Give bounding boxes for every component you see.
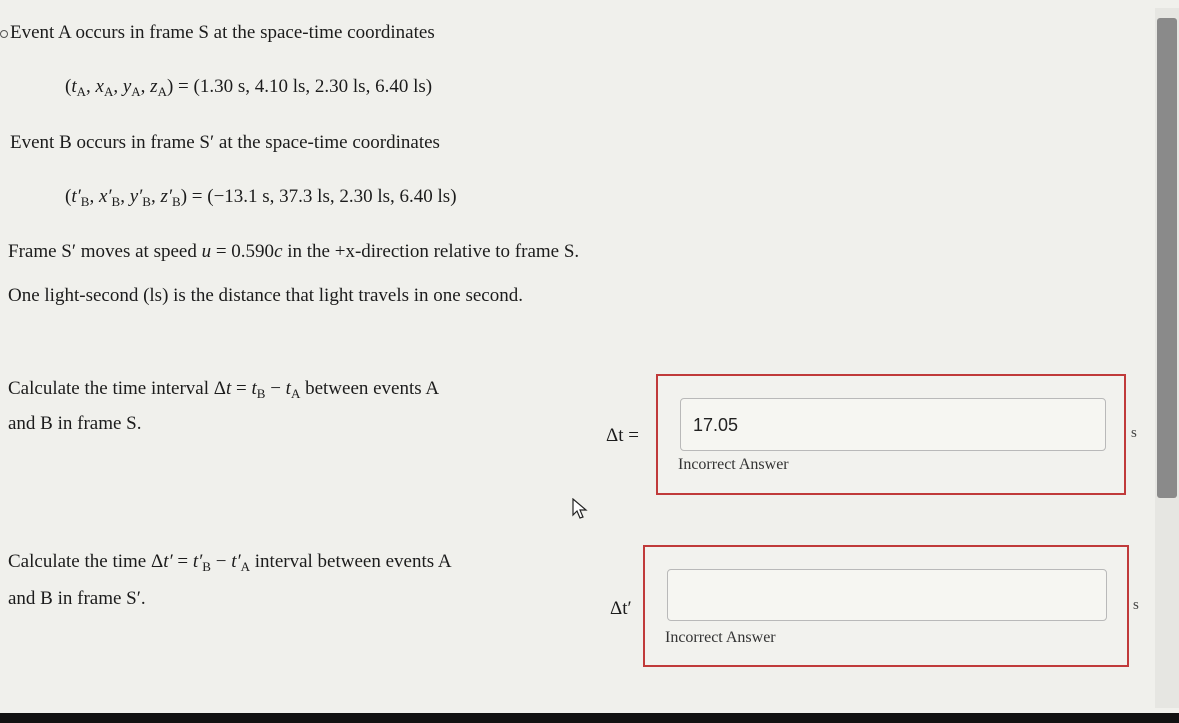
question1-text-line2: and B in frame S. [8,413,142,434]
q1-post: between events A [305,378,440,399]
event-a-values: = (1.30 s, 4.10 ls, 2.30 ls, 6.40 ls) [178,76,433,97]
question2-label: Δt′ [610,598,632,619]
q2-pre: Calculate the time [8,551,147,572]
mouse-cursor-icon [572,498,588,520]
question2-text-line1: Calculate the time $\Delta t' = t'_B - t'_A$ interval between events A [8,551,452,574]
event-b-values: = (−13.1 s, 37.3 ls, 2.30 ls, 6.40 ls) [191,186,457,207]
question1-unit: s [1131,425,1137,441]
q1-pre: Calculate the time interval [8,378,210,399]
event-a-intro: Event A occurs in frame S at the space-time coordinates [10,22,435,43]
scrollbar[interactable] [1155,8,1179,708]
event-b-intro: Event B occurs in frame S′ at the space-time coordinates [10,132,440,153]
frame-motion-pre: Frame S′ moves at speed [8,241,197,262]
question1-text-line1: Calculate the time interval $\Delta t = t_B - t_A$ between events A [8,378,440,401]
question2-feedback: Incorrect Answer [665,629,776,646]
question1-input[interactable]: 17.05 [680,398,1106,451]
q2-post: interval between events A [254,551,452,572]
question1-feedback: Incorrect Answer [678,456,789,473]
question2-answer-box [643,545,1129,667]
question1-answer-box [656,374,1126,495]
bullet-icon [0,30,8,38]
event-a-coordinates: ($t_A$, $x_A$, $y_A$, $z_A) = (1.30$ s, 4.10 ls, 2.30 ls, 6.40 ls) [65,76,433,99]
bottom-edge [0,713,1179,723]
light-second-definition: One light-second (ls) is the distance that light travels in one second. [8,285,523,306]
question2-text-line2: and B in frame S′. [8,588,146,609]
event-b-coordinates: ($t'_B$, $x'_B$, $y'_B$, $z'_B) = (-13.1$ s, 37.3 ls, 2.30 ls, 6.40 ls) [65,186,457,209]
question1-label: Δt = [606,425,639,446]
scrollbar-thumb[interactable] [1157,18,1177,498]
question2-unit: s [1133,597,1139,613]
frame-motion: Frame S′ moves at speed u = 0.590c in the +x-direction relative to frame S. [8,241,580,262]
frame-motion-eq: = 0.590 [215,241,275,262]
frame-motion-post: in the +x-direction relative to frame S. [287,241,580,262]
question2-input[interactable] [667,569,1107,621]
